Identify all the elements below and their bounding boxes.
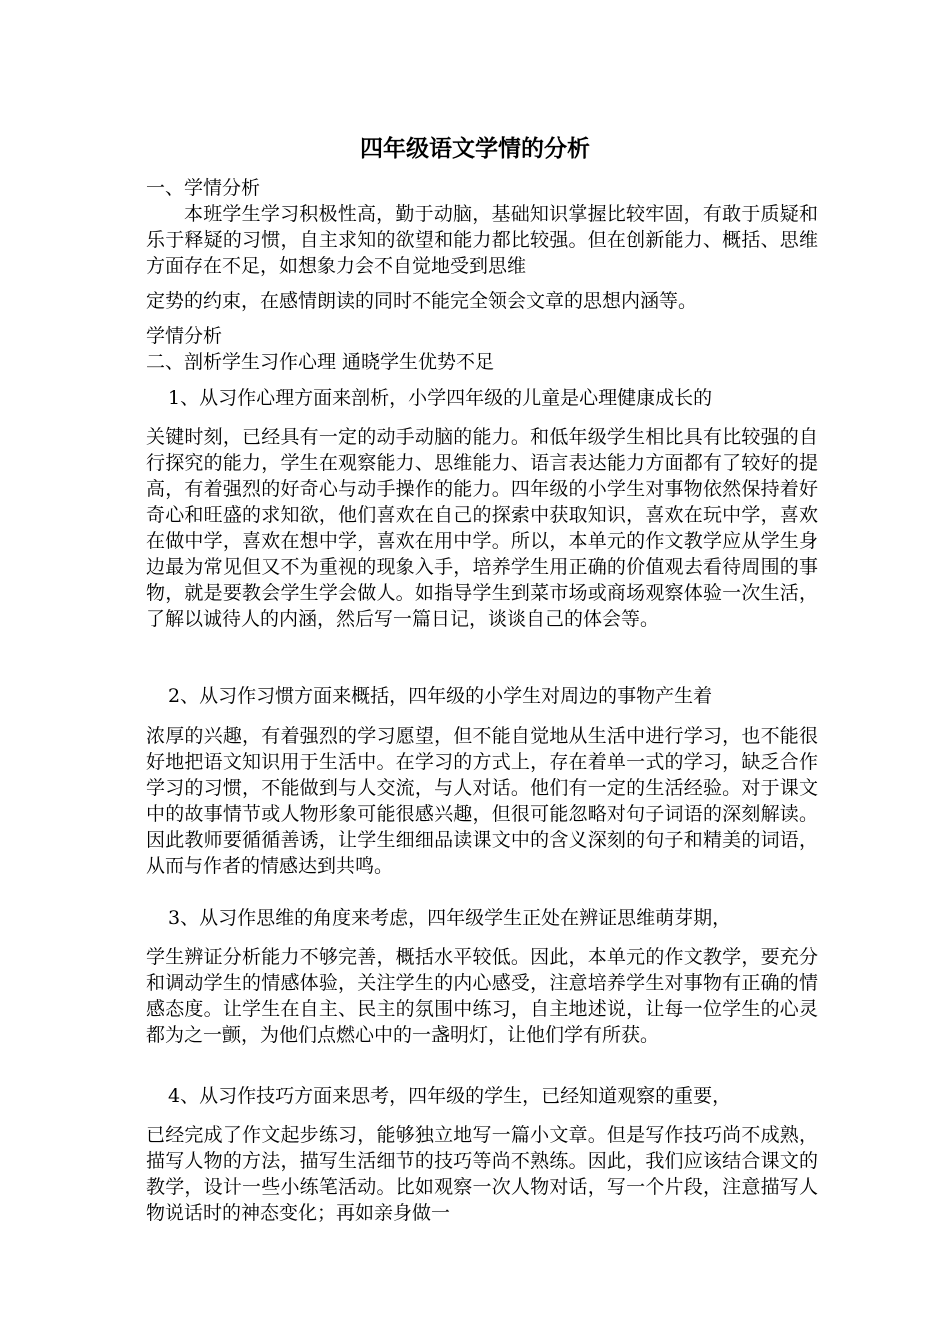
paragraph-1-continued: 定势的约束，在感情朗读的同时不能完全领会文章的思想内涵等。 <box>146 290 698 312</box>
document-title: 四年级语文学情的分析 <box>360 135 590 162</box>
item2-first-line: 2、从习作习惯方面来概括，四年级的小学生对周边的事物产生着 <box>168 685 713 707</box>
paragraph-1: 本班学生学习积极性高，勤于动脑，基础知识掌握比较牢固，有敢于质疑和乐于释疑的习惯，自主求知的欲望和能力都比较强。但在创新能力、概括、思维方面存在不足，如想象力会不自觉地受到思维 <box>146 203 818 277</box>
item3-body: 学生辨证分析能力不够完善，概括水平较低。因此，本单元的作文教学，要充分和调动学生的情感体验，关注学生的内心感受，注意培养学生对事物有正确的情感态度。让学生在自主、民主的氛围中练习，自主地述说，让每一位学生的心灵都为之一颤，为他们点燃心中的一盏明灯，让他们学有所获。 <box>146 946 818 1046</box>
item1-body: 关键时刻，已经具有一定的动手动脑的能力。和低年级学生相比具有比较强的自行探究的能力，学生在观察能力、思维能力、语言表达能力方面都有了较好的提高，有着强烈的好奇心与动手操作的能力。四年级的小学生对事物依然保持着好奇心和旺盛的求知欲，他们喜欢在自己的探索中获取知识，喜欢在玩中学，喜欢在做中学，喜欢在想中学，喜欢在用中学。所以，本单元的作文教学应从学生身边最为常见但又不为重视的现象入手，培养学生用正确的价值观去看待周围的事物，就是要教会学生学会做人。如指导学生到菜市场或商场观察体验一次生活，了解以诚待人的内涵，然后写一篇日记，谈谈自己的体会等。 <box>146 426 818 630</box>
item1-first-line: 1、从习作心理方面来剖析，小学四年级的儿童是心理健康成长的 <box>168 387 713 409</box>
section1-heading: 一、学情分析 <box>146 177 261 199</box>
item4-body: 已经完成了作文起步练习，能够独立地写一篇小文章。但是写作技巧尚不成熟，描写人物的方法，描写生活细节的技巧等尚不熟练。因此，我们应该结合课文的教学，设计一些小练笔活动。比如观察一次人物对话，写一个片段，注意描写人物说话时的神态变化；再如亲身做一 <box>146 1124 818 1224</box>
section2-heading: 二、剖析学生习作心理 通晓学生优势不足 <box>146 351 495 373</box>
item2-body: 浓厚的兴趣，有着强烈的学习愿望，但不能自觉地从生活中进行学习，也不能很好地把语文知识用于生活中。在学习的方式上，存在着单一式的学习，缺乏合作学习的习惯，不能做到与人交流，与人对话。他们有一定的生活经验。对于课文中的故事情节或人物形象可能很感兴趣，但很可能忽略对句子词语的深刻解读。因此教师要循循善诱，让学生细细品读课文中的含义深刻的句子和精美的词语，从而与作者的情感达到共鸣。 <box>146 725 818 877</box>
section-label: 学情分析 <box>146 325 223 347</box>
item3-first-line: 3、从习作思维的角度来考虑，四年级学生正处在辨证思维萌芽期， <box>168 907 732 929</box>
item4-first-line: 4、从习作技巧方面来思考，四年级的学生，已经知道观察的重要， <box>168 1085 732 1107</box>
